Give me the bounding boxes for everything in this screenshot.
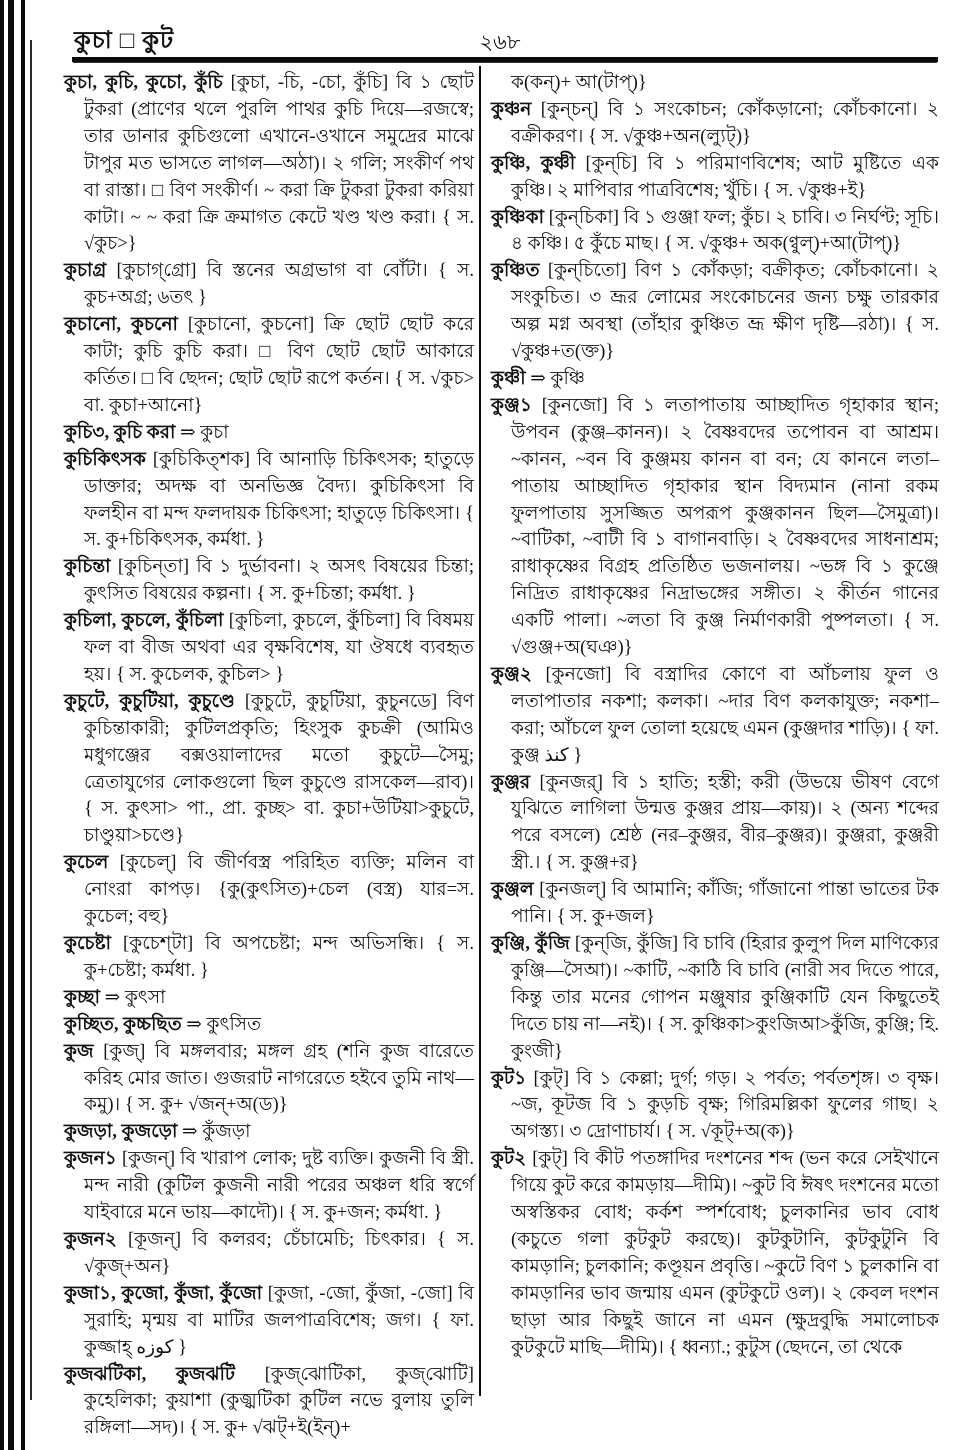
entry-body: ⇒ কুঁজড়া — [177, 1121, 251, 1143]
entry-body: [কুন্‌চিকা] বি ১ গুঞ্জা ফল; কুঁচ। ২ চাবি। ৩ নির্ঘণ্ট; সূচি। ৪ কঞ্চি। ৫ কুঁচে মাছ। { স. √কুঞ্চ+ অক(ণ্বুল্)+আ(টাপ্)} — [511, 206, 939, 255]
dictionary-entry — [491, 931, 939, 1066]
entry-body: [কূজন্] বি কলরব; চেঁচামেচি; চিৎকার। { স. √কুজ্+অন} — [84, 1228, 474, 1277]
entry-headword: কুচা, কুচি, কুচো, কুঁচি — [64, 72, 223, 93]
dictionary-entry — [64, 554, 474, 608]
entry-body: ⇒ কুঞ্চি — [525, 367, 586, 389]
entry-headword: কুচি৩, কুচি করা — [64, 421, 176, 443]
entry-headword: কুজন২ — [64, 1228, 117, 1250]
entry-headword: কুচাগ্র — [64, 260, 107, 282]
dictionary-entry — [491, 1146, 939, 1361]
entry-headword: কুঞ্জ২ — [491, 663, 532, 685]
dictionary-entry — [64, 1362, 474, 1443]
dictionary-entry — [64, 985, 474, 1012]
entry-body: ⇒ কুচা — [175, 421, 229, 443]
entry-body: [কুনজো] বি ১ লতাপাতায় আচ্ছাদিত গৃহাকার স্থান; উপবন (কুঞ্জ–কানন)। ২ বৈষ্ণবদের তপোবন বা আশ্রম। ~কানন, ~বন বি কুঞ্জময় কানন বা বন; যে কাননে লতা–পাতায় আচ্ছাদিত গৃহাকার স্থান বিদ্যমান (নানা রকম ফুলপাতায় সুসজ্জিত অপরূপ কুঞ্জকানন ছিল—সৈমুত্রা)। ~বাটিকা, ~বাটী বি ১ বাগানবাড়ি। ২ বৈষ্ণবদের সাধনাশ্রম; রাধাকৃষ্ণের বিগ্রহ প্রতিষ্ঠিত ভজনালয়। ~ভঙ্গ বি ১ কুঞ্জে নিদ্রিত রাধাকৃষ্ণের নিদ্রাভঙ্গের সঙ্গীত। ২ কীর্তন গানের একটি পালা। ~লতা বি কুঞ্জ নির্মাণকারী পুষ্পলতা। { স. √গুঞ্জ+অ(ঘঞ)} — [511, 394, 939, 659]
dictionary-entry — [491, 770, 939, 878]
dictionary-entry — [64, 1039, 474, 1120]
scan-edge-bar — [30, 40, 32, 1400]
entry-body: [কুচা, -চি, -চো, কুঁচি] বি ১ ছোট টুকরা (প্রাণের থলে পুরলি পাথর কুচি দিয়ে—রজস্বে; তার ডানার কুচিগুলো এখানে-ওখানে সমুদ্রের মাঝে টাপুর মত ভাসতে লাগল—অঠা)। ২ গলি; সংকীর্ণ পথ বা রাস্তা। □ বিণ সংকীর্ণ। ~ করা ক্রি টুকরা টুকরা করিয়া কাটা। ~ ~ করা ক্রি ক্রমাগত কেটে খণ্ড খণ্ড করা। { স. √কুচ>} — [84, 72, 474, 255]
entry-headword: কুঞ্চী — [491, 367, 526, 389]
entry-body: [কুন্‌চি] বি ১ পরিমাণবিশেষ; আট মুষ্টিতে এক কুঞ্চি। ২ মাপিবার পাত্রবিশেষ; খুঁচি। { স. √কুঞ্চ+ই} — [511, 152, 940, 201]
entry-headword: কুচিলা, কুচলে, কুঁচিলা — [64, 610, 224, 632]
column-divider — [479, 66, 481, 1396]
entry-body: [কুট্] বি কীট পতঙ্গাদির দংশনের শব্দ (ভন করে সেইখানে গিয়ে কুট করে কামড়ায়—দীমি)। ~কুট বি ঈষৎ দংশনের মতো অস্বস্তিকর বোধ; কর্কশ স্পর্শবোধ; চুলকানির ভাব বোধ (কচুতে গলা কুটকুট করছে)। কুটকুটানি, কুটকুটুনি বি কামড়ানি; চুলকানি; কণ্ডূয়ন প্রবৃত্তি। ~কুটে বিণ ১ চুলকানি বা কামড়ানির ভাব জন্মায় এমন (কুটকুটে ওল)। ২ কেবল দংশন ছাড়া আর কিছুই জানে না এমন (ক্ষুদ্রবুদ্ধি সমালোচক কুটকুটে মাছি—দীমি)। { ধ্বন্যা.; কুটুস (ছেদনে, তা থেকে — [511, 1148, 939, 1358]
dictionary-entry — [64, 850, 474, 931]
entry-headword: কুঞ্জল — [491, 879, 534, 901]
entry-body: [কুচাগ্‌গ্রো] বি স্তনের অগ্রভাগ বা বোঁটা। { স. কুচ+অগ্র; ৬তৎ } — [84, 260, 474, 309]
entry-headword: কুজড়া, কুজড়ো — [64, 1121, 178, 1143]
entry-body: [কুচুটে, কুচুটিয়া, কুচুনডে] বিণ কুচিন্তাকারী; কুটিলপ্রকৃতি; হিংসুক কুচক্রী (আমিও মধুগঞ্জের বক্সওয়ালাদের মতো কুচুটে—সৈমু; ত্রেতাযুগের লোকগুলো ছিল কুচুণ্ডে রাসকেল—রাব)। { স. কুৎসা> পা., প্রা. কুচ্ছ> বা. কুচা+উটিয়া>কুচুটে, চাণ্ডুয়া>চণ্ডে} — [84, 690, 475, 847]
entry-headword: কুচিন্তা — [64, 556, 111, 578]
entry-body: [কুচানো, কুচনো] ক্রি ছোট ছোট করে কাটা; কুচি কুচি করা। □ বিণ ছোট ছোট আকারে কর্তিত। □ বি ছেদন; ছোট ছোট রূপে কর্তন। { স. √কুচ> বা. কুচা+আনো} — [84, 314, 474, 416]
entry-headword: কুঞ্জ১ — [491, 394, 532, 416]
entry-body: [কুন্‌জি, কুঁজি] বি চাবি (হিরার কুলুপ দিল মাণিক্যের কুঞ্জি—সৈআ)। ~কাটি, ~কাঠি বি চাবি (নারী সব দিতে পারে, কিন্তু তার মনের গোপন মঞ্জুষার কুঞ্জিকাটি যেন কিছুতেই দিতে চায় না—নই)। { স. কুঞ্চিকা>কুংজিআ>কুঁজি, কুঞ্জি; হি. কুংজী} — [511, 933, 939, 1062]
entry-headword: কুঞ্জর — [491, 771, 531, 793]
dictionary-entry — [64, 608, 474, 689]
dictionary-entry — [491, 877, 939, 931]
entry-headword: কুঞ্চি, কুঞ্চী — [491, 152, 576, 174]
entry-headword: কুজন১ — [64, 1148, 117, 1170]
entry-headword: কুচেল — [64, 852, 109, 874]
dictionary-entry — [64, 258, 474, 312]
entry-headword: কুচিকিৎসক — [64, 448, 146, 470]
dictionary-entry — [64, 931, 474, 985]
dictionary-entry — [491, 1066, 939, 1147]
entry-headword: কুঞ্চিকা — [491, 206, 544, 228]
dictionary-entry — [64, 1119, 474, 1146]
entry-body: [কুনজল্] বি আমানি; কাঁজি; গাঁজানো পান্তা ভাতের টক পানি। { স. কু+জল} — [511, 879, 939, 928]
entry-body: ⇒ কুৎসা — [100, 986, 166, 1008]
entry-headword: কুজঝটিকা, কুজঝটি — [64, 1363, 236, 1385]
entry-headword: কুজা১, কুজো, কুঁজা, কুঁজো — [64, 1282, 263, 1304]
entry-body: [কুচিলা, কুচলে, কুঁচিলা] বি বিষময় ফল বা বীজ অথবা এর বৃক্ষবিশেষ, যা ঔষধে ব্যবহৃত হয়। { স. কুচেলক, কুচিল> } — [84, 610, 474, 685]
entry-headword: কুট১ — [491, 1067, 527, 1089]
scan-edge-bar — [21, 0, 25, 1450]
entry-body: [কুনজো] বি বস্ত্রাদির কোণে বা আঁচলায় ফুল ও লতাপাতার নকশা; কলকা। ~দার বিণ কলকাযুক্ত; নকশা–করা; আঁচলে ফুল তোলা হয়েছে এমন (কুঞ্জদার শাড়ি)। { ফা. কুঞ্জ كنذ } — [511, 663, 939, 766]
entry-body: [কুজা, -জো, কুঁজা, -জো] বি সুরাহি; মৃন্ময় বা মাটির জলপাত্রবিশেষ; জগ। { ফা. কুজ্জাহ্ كوزه } — [84, 1282, 474, 1358]
left-column — [64, 70, 474, 1442]
entry-headword: কুচানো, কুচনো — [64, 314, 178, 336]
page-number: ২৬৮ — [479, 30, 521, 54]
entry-body: [কুট্] বি ১ কেল্লা; দুর্গ; গড়। ২ পর্বত; পর্বতশৃঙ্গ। ৩ বৃক্ষ। ~জ, কূটজ বি ১ কুড়চি বৃক্ষ; গিরিমল্লিকা ফুলের গাছ। ২ অগস্ত্য। ৩ দ্রোণাচার্য। { স. √কূট্+অ(ক)} — [511, 1067, 939, 1143]
entry-headword: কুচ্ছিত, কুচ্চছিত — [64, 1013, 182, 1035]
dictionary-entry — [64, 1227, 474, 1281]
entry-headword: কুঞ্চিত — [491, 260, 540, 282]
entry-body: ⇒ কুৎসিত — [181, 1013, 262, 1035]
entry-body: [কুজ্‌ঝোটিকা, কুজ্‌ঝোটি] কুহেলিকা; কুয়াশা (কুজ্ঝটিকা কুটিল নভে বুলায় তুলি রঙ্গিলা—সদ)। { স. কু+ √ঝট্+ই(ইন্)+ — [84, 1363, 475, 1439]
entry-headword: কুঞ্জি, কুঁজি — [491, 933, 570, 954]
entry-continuation: ক(কন্)+ আ(টাপ্)} — [511, 72, 647, 93]
entry-headword: কুট২ — [491, 1148, 527, 1170]
entry-body: [কুচেশ্‌টা] বি অপচেষ্টা; মন্দ অভিসন্ধি। { স. কু+চেষ্টা; কর্মধা. } — [84, 933, 474, 981]
dictionary-entry — [64, 1012, 474, 1039]
entry-headword: কুঞ্চন — [491, 98, 532, 120]
dictionary-entry — [491, 393, 939, 662]
dictionary-entry — [491, 366, 939, 393]
dictionary-entry — [491, 662, 939, 770]
dictionary-entry — [64, 689, 474, 850]
dictionary-entry — [64, 420, 474, 447]
guide-word: কুচা □ কুট — [74, 28, 175, 54]
entry-body: [কুজ্] বি মঙ্গলবার; মঙ্গল গ্রহ (শনি কুজ বারেতে করিহ মোর জাত। গুজরাট নাগরেতে হইবে তুমি নাথ—কমু)। { স. কু+ √জন্+অ(ড)} — [84, 1040, 474, 1116]
entry-body: [কুজন্] বি খারাপ লোক; দুষ্ট ব্যক্তি। কুজনী বি স্ত্রী. মন্দ নারী (কুটিল কুজনী নারী পরের অঞ্চল ধরি স্বর্গে যাইবারে মনে ভায়—কাদৌ)। { স. কু+জন; কর্মধা. } — [84, 1148, 474, 1224]
dictionary-entry — [491, 205, 939, 259]
entry-headword: কুচুটে, কুচুটিয়া, কুচুণ্ডে — [64, 690, 235, 712]
dictionary-entry — [64, 70, 474, 258]
dictionary-entry — [64, 1146, 474, 1227]
entry-body: [কুচেল্] বি জীর্ণবস্ত্র পরিহিত ব্যক্তি; মলিন বা নোংরা কাপড়। {কু(কুৎসিত)+চেল (বস্ত্র) যার=স. কুচেল; বহু} — [84, 852, 474, 928]
dictionary-entry — [64, 312, 474, 420]
entry-body: [কুন্‌চন্] বি ১ সংকোচন; কোঁকড়ানো; কোঁচকানো। ২ বক্রীকরণ। { স. √কুঞ্চ+অন(ল্যুট্)} — [511, 98, 939, 147]
scan-edge-bar — [8, 0, 14, 1450]
dictionary-entry — [491, 151, 939, 205]
scan-edge-bar — [0, 0, 4, 1450]
entry-headword: কুজ — [64, 1040, 94, 1062]
entry-body: [কুন্‌চিতো] বিণ ১ কোঁকড়া; বক্রীকৃত; কোঁচকানো। ২ সংকুচিত। ৩ ভ্রূর লোমের সংকোচনের জন্য চক্ষু তারকার অল্প মগ্ন অবস্থা (তাঁহার কুঞ্চিত ভ্রূ ক্ষীণ দৃষ্টি—রঠা)। { স. √কুঞ্চ+ত(ক্ত)} — [511, 260, 939, 363]
entry-headword: কুচ্ছা — [64, 986, 101, 1008]
dictionary-entry — [491, 97, 939, 151]
dictionary-entry — [64, 1281, 474, 1362]
entry-body: [কুনজর্] বি ১ হাতি; হস্তী; করী (উভয়ে ভীষণ বেগে যুঝিতে লাগিলা উন্মত্ত কুঞ্জর প্রায়—কায়)। ২ (অন্য শব্দের পরে বসলে) শ্রেষ্ঠ (নর–কুঞ্জর, বীর–কুঞ্জর)। কুঞ্জরা, কুঞ্জরী স্ত্রী.। { স. কুঞ্জ+র} — [511, 771, 939, 874]
right-column — [491, 70, 939, 1362]
entry-body: [কুচিন্‌তা] বি ১ দুর্ভাবনা। ২ অসৎ বিষয়ের চিন্তা; কুৎসিত বিষয়ের কল্পনা। { স. কু+চিন্তা; কর্মধা. } — [84, 556, 474, 605]
entry-headword: কুচেষ্টা — [64, 933, 112, 954]
entry-body: [কুচিকিত্‌শক] বি আনাড়ি চিকিৎসক; হাতুড়ে ডাক্তার; অদক্ষ বা অনভিজ্ঞ বৈদ্য। কুচিকিৎসা বি ফলহীন বা মন্দ ফলদায়ক চিকিৎসা; হাতুড়ে চিকিৎসা। { স. কু+চিকিৎসক, কর্মধা. } — [84, 448, 474, 551]
dictionary-entry — [64, 447, 474, 555]
header-rule — [72, 57, 938, 62]
dictionary-entry — [491, 258, 939, 366]
